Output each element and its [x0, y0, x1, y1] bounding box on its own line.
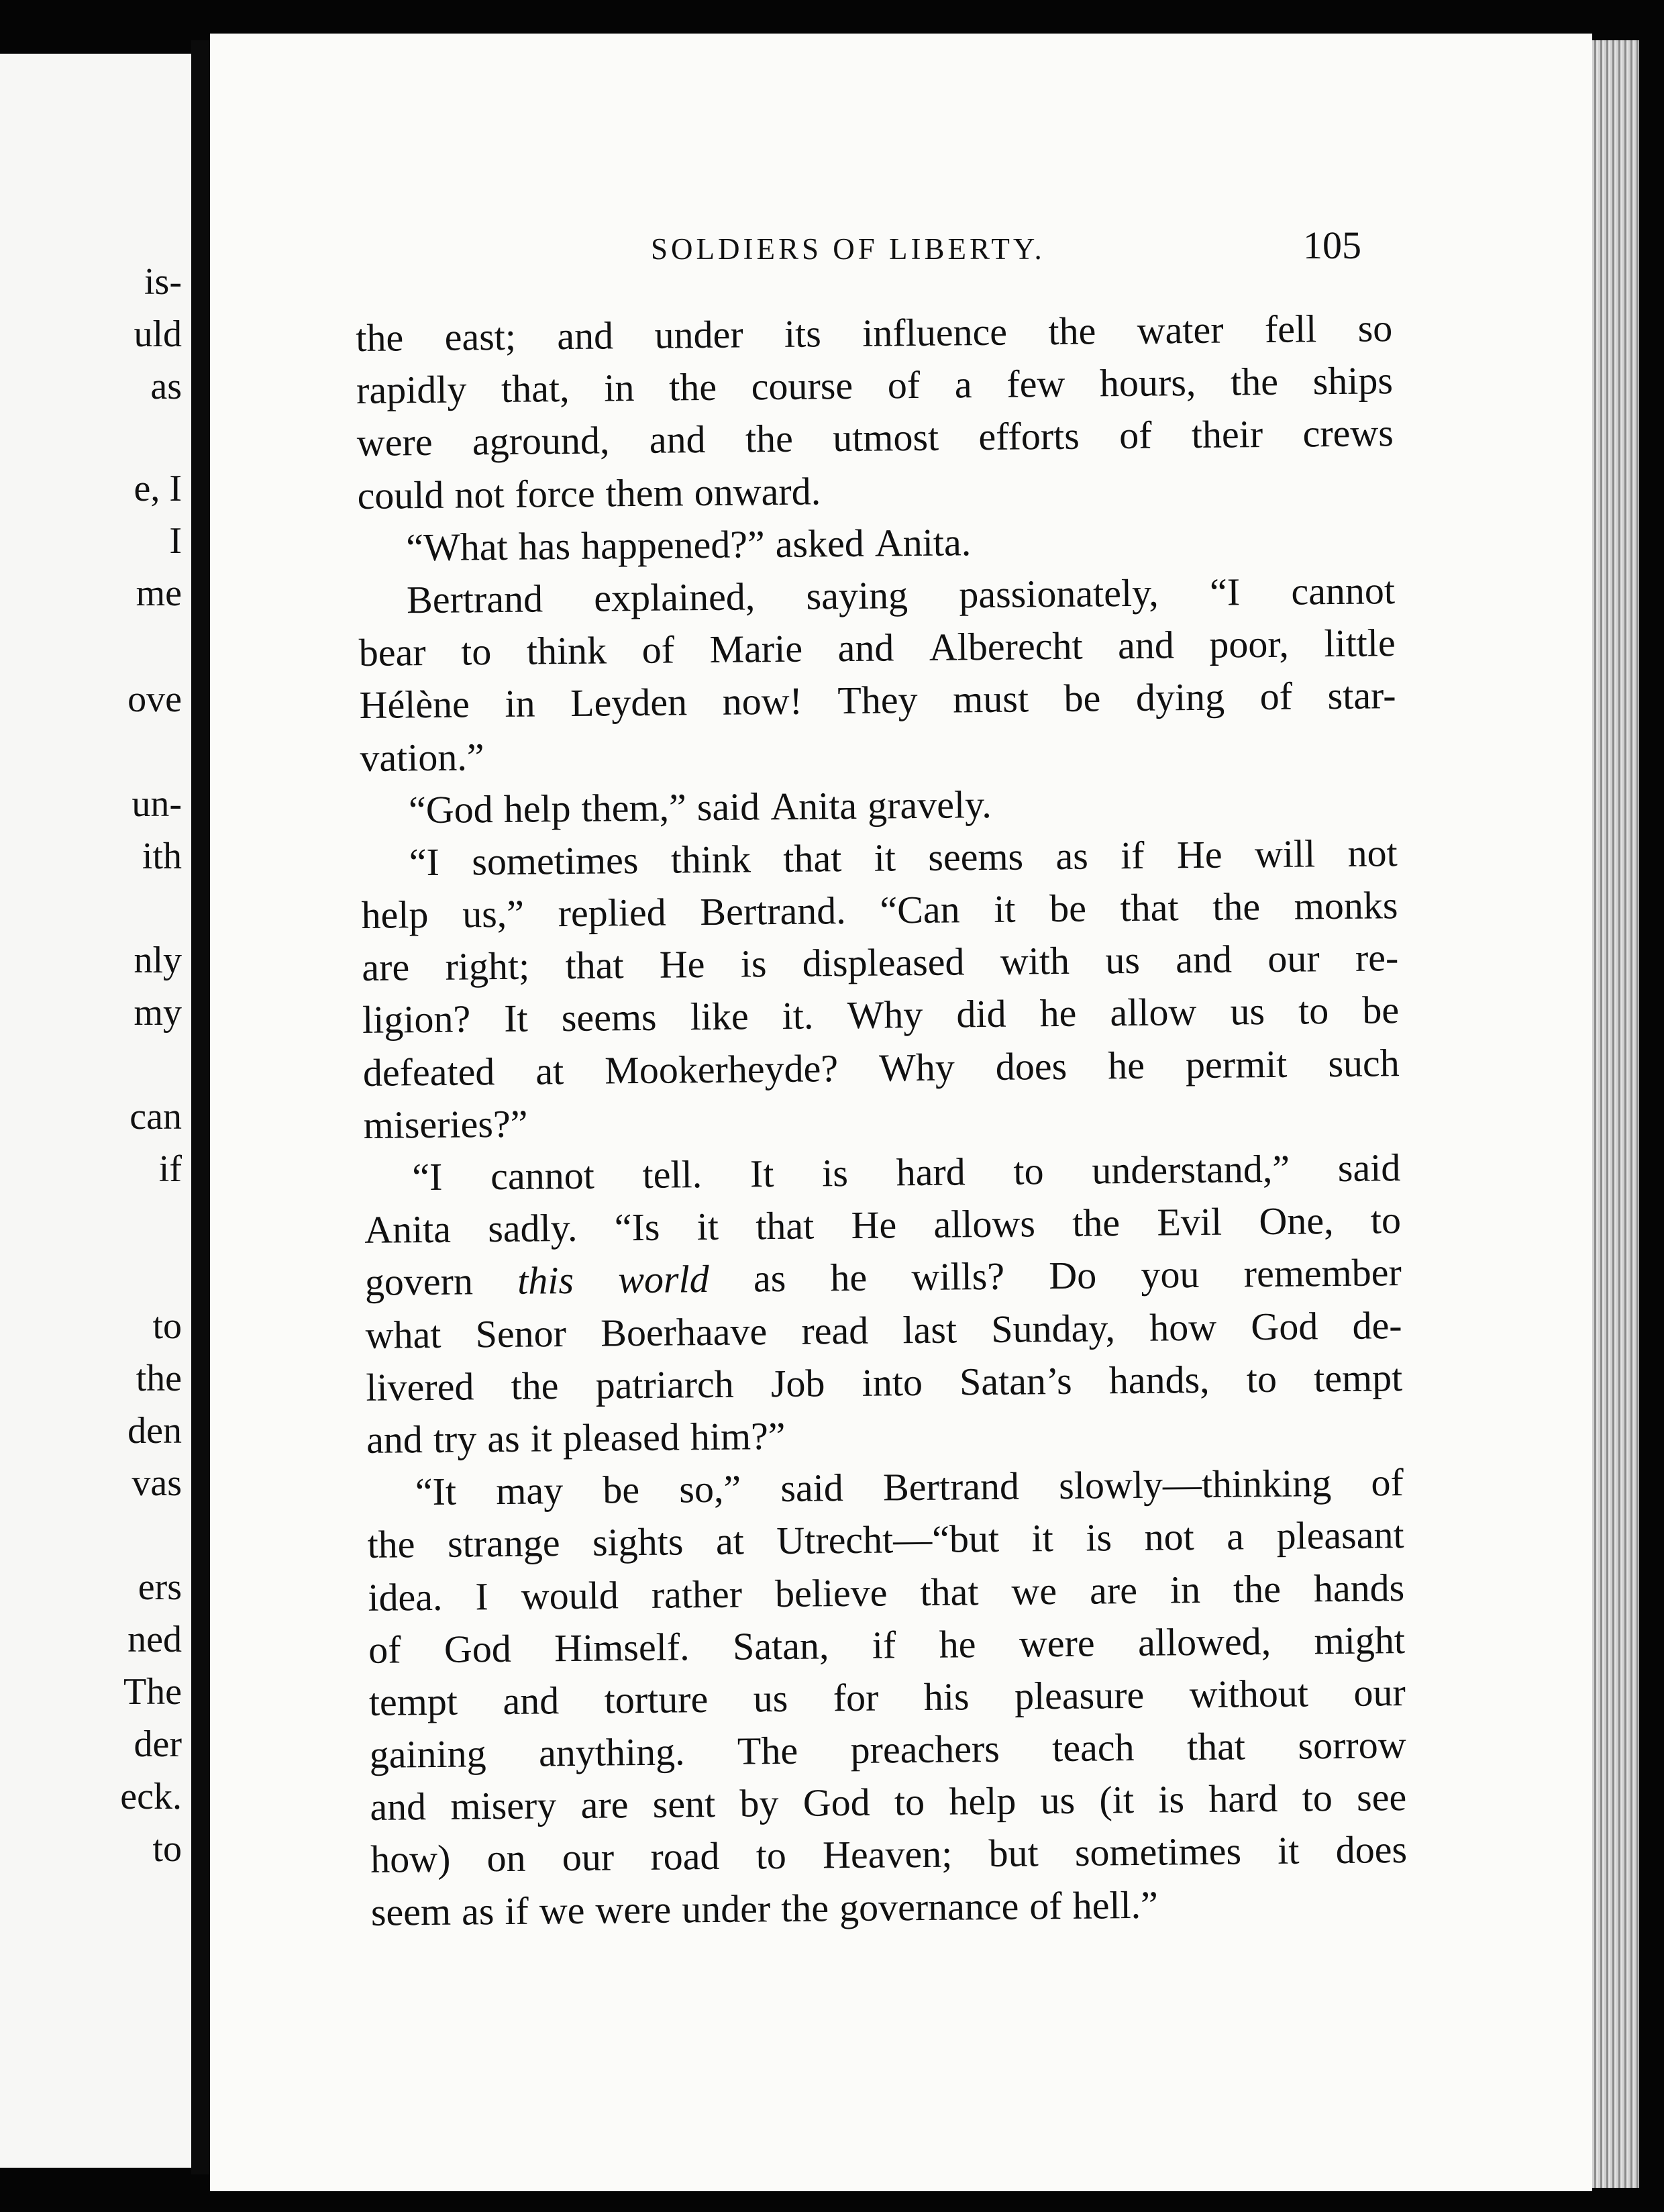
- previous-page-margin: [0, 54, 191, 2168]
- text-line: help us,” replied Bertrand. “Can it be that the monks: [361, 883, 1398, 938]
- text-line: the strange sights at Utrecht—“but it is not a pleasant: [367, 1513, 1404, 1567]
- text-line: “I sometimes think that it seems as if He will not: [409, 831, 1398, 885]
- left-page-fragment: to: [152, 1305, 182, 1347]
- text-line: and misery are sent by God to help us (it is hard to see: [370, 1775, 1407, 1829]
- book-gutter: [191, 40, 210, 2174]
- text-line: what Senor Boerhaave read last Sunday, how God de-: [365, 1303, 1402, 1357]
- left-page-fragment: to: [152, 1828, 182, 1870]
- text-line: were aground, and the utmost efforts of their crews: [356, 411, 1394, 465]
- text-line: rapidly that, in the course of a few hours, the ships: [356, 358, 1394, 413]
- text-line: vation.”: [360, 734, 484, 780]
- left-page-fragment: The: [123, 1671, 182, 1713]
- text-line: and try as it pleased him?”: [366, 1413, 786, 1462]
- left-page-fragment: nly: [134, 940, 182, 981]
- text-line: are right; that He is displeased with us and our re-: [362, 936, 1399, 990]
- left-page-fragment: vas: [132, 1462, 182, 1504]
- text-line: could not force them onward.: [357, 468, 821, 517]
- text-line: “It may be so,” said Bertrand slowly—thinking of: [415, 1460, 1404, 1514]
- text-line: defeated at Mookerheyde? Why does he permit such: [362, 1040, 1400, 1095]
- left-page-fragment: uld: [134, 313, 182, 355]
- left-page-fragment: my: [134, 992, 182, 1034]
- text-line: the east; and under its influence the water fell so: [356, 306, 1393, 360]
- left-page-fragment: ers: [138, 1566, 182, 1608]
- left-page-fragment: I: [169, 520, 182, 562]
- left-page-fragment: eck.: [120, 1776, 182, 1817]
- left-page-fragment: un-: [132, 783, 182, 825]
- text-line: idea. I would rather believe that we are in the hands: [368, 1565, 1405, 1619]
- left-page-fragment: me: [136, 572, 182, 614]
- left-page-fragment: ith: [142, 836, 182, 877]
- running-head: SOLDIERS OF LIBERTY.: [651, 232, 1045, 266]
- left-page-fragment: can: [129, 1096, 182, 1138]
- text-line: “What has happened?” asked Anita.: [406, 519, 972, 570]
- text-line: “I cannot tell. It is hard to understand,” said: [412, 1146, 1401, 1199]
- text-line: how) on our road to Heaven; but sometimes it does: [370, 1827, 1408, 1882]
- left-page-fragment: e, I: [134, 468, 182, 509]
- text-line: tempt and torture us for his pleasure without our: [368, 1670, 1406, 1724]
- text-line: Hélène in Leyden now! They must be dying of star-: [359, 673, 1396, 727]
- text-line: bear to think of Marie and Alberecht and poor, little: [358, 621, 1396, 675]
- text-line: “God help them,” said Anita gravely.: [408, 782, 992, 832]
- text-line: govern this world as he wills? Do you remember: [364, 1250, 1402, 1305]
- left-page-fragment: ned: [127, 1619, 182, 1660]
- left-page-fragment: ove: [127, 678, 182, 720]
- text-line: Bertrand explained, saying passionately, “I cannot: [406, 568, 1396, 622]
- left-page-fragment: der: [134, 1723, 182, 1765]
- left-page-fragment: is-: [144, 261, 182, 303]
- text-line: of God Himself. Satan, if he were allowed, might: [368, 1617, 1406, 1672]
- text-line: seem as if we were under the governance of hell.”: [370, 1882, 1159, 1934]
- left-page-fragment: the: [136, 1358, 182, 1399]
- left-page-fragment: if: [158, 1148, 182, 1190]
- page-edges: [1592, 40, 1639, 2188]
- page-number: 105: [1303, 223, 1361, 267]
- left-page-fragment: den: [127, 1410, 182, 1452]
- text-line: Anita sadly. “Is it that He allows the Evil One, to: [364, 1198, 1402, 1252]
- text-line: miseries?”: [363, 1101, 528, 1147]
- body-text: [356, 302, 1408, 1939]
- left-page-fragment: as: [150, 366, 182, 407]
- text-line: ligion? It seems like it. Why did he allow us to be: [362, 988, 1400, 1042]
- text-line: livered the patriarch Job into Satan’s hands, to tempt: [366, 1355, 1403, 1409]
- text-line: gaining anything. The preachers teach that sorrow: [369, 1723, 1406, 1776]
